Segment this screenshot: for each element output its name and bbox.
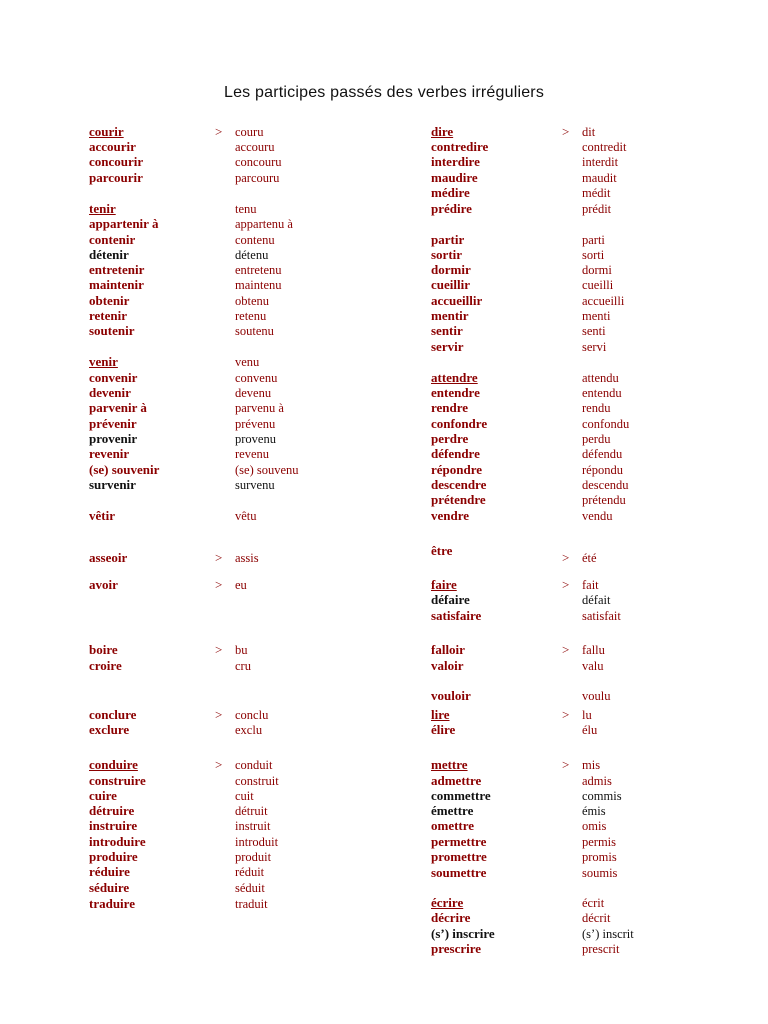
past-participle: accouru [235,140,275,154]
past-participle: rendu [582,401,611,415]
past-participle: prévenu [235,417,276,431]
infinitive: boire [89,642,118,657]
past-participle: maintenu [235,278,282,292]
infinitive: prescrire [431,941,482,956]
infinitive: convenir [89,370,138,385]
infinitive: croire [89,658,122,673]
infinitive: omettre [431,818,475,833]
past-participle: produit [235,850,272,864]
infinitive: admettre [431,773,482,788]
infinitive: contenir [89,232,136,247]
arrow-symbol: > [215,642,223,657]
past-participle: sorti [582,248,605,262]
infinitive: parcourir [89,170,143,185]
infinitive: promettre [431,849,487,864]
infinitive: lire [431,707,450,722]
past-participle: satisfait [582,609,621,623]
past-participle: défendu [582,447,623,461]
arrow-symbol: > [215,550,223,565]
infinitive: satisfaire [431,608,482,623]
infinitive: introduire [89,834,146,849]
past-participle: dit [582,125,596,139]
infinitive: devenir [89,385,131,400]
infinitive: traduire [89,896,135,911]
past-participle: écrit [582,896,605,910]
arrow-symbol: > [562,707,570,722]
infinitive: dire [431,124,454,139]
past-participle: attendu [582,371,619,385]
infinitive: répondre [431,462,483,477]
past-participle: cueilli [582,278,614,292]
past-participle: lu [582,708,592,722]
infinitive: prétendre [431,492,486,507]
arrow-symbol: > [215,124,223,139]
infinitive: appartenir à [89,216,159,231]
infinitive: soumettre [431,865,487,880]
past-participle: servi [582,340,607,354]
past-participle: contredit [582,140,627,154]
past-participle: cru [235,659,251,673]
infinitive: concourir [89,154,144,169]
infinitive: sentir [431,323,463,338]
infinitive: cueillir [431,277,470,292]
infinitive: entendre [431,385,480,400]
past-participle: parvenu à [235,401,284,415]
past-participle: traduit [235,897,268,911]
past-participle: détenu [235,248,269,262]
infinitive: prédire [431,201,472,216]
past-participle: élu [582,723,598,737]
past-participle: réduit [235,865,265,879]
past-participle: parcouru [235,171,280,185]
past-participle: dormi [582,263,612,277]
infinitive: (se) souvenir [89,462,160,477]
past-participle: instruit [235,819,271,833]
infinitive: commettre [431,788,491,803]
infinitive: revenir [89,446,130,461]
past-participle: voulu [582,689,611,703]
infinitive: vêtir [89,508,115,523]
past-participle: séduit [235,881,265,895]
page-title: Les participes passés des verbes irréguliers [223,84,545,101]
arrow-symbol: > [215,577,223,592]
infinitive: perdre [431,431,469,446]
past-participle: décrit [582,911,611,925]
infinitive: accueillir [431,293,483,308]
past-participle: cuit [235,789,254,803]
past-participle: maudit [582,171,617,185]
infinitive: élire [431,722,456,737]
past-participle: promis [582,850,617,864]
infinitive: défendre [431,446,480,461]
past-participle: prédit [582,202,612,216]
infinitive: permettre [431,834,487,849]
infinitive: avoir [89,577,118,592]
infinitive: valoir [431,658,464,673]
past-participle: appartenu à [235,217,293,231]
past-participle: retenu [235,309,267,323]
past-participle: survenu [235,478,275,492]
past-participle: été [582,551,597,565]
infinitive: survenir [89,477,136,492]
infinitive: exclure [89,722,130,737]
infinitive: maintenir [89,277,144,292]
past-participle: confondu [582,417,630,431]
infinitive: parvenir à [89,400,147,415]
past-participle: tenu [235,202,257,216]
past-participle: construit [235,774,279,788]
infinitive: soutenir [89,323,135,338]
past-participle: descendu [582,478,629,492]
infinitive: construire [89,773,146,788]
arrow-symbol: > [215,707,223,722]
past-participle: revenu [235,447,270,461]
infinitive: (s’) inscrire [431,926,495,941]
infinitive: émettre [431,803,474,818]
infinitive: écrire [431,895,464,910]
past-participle: senti [582,324,606,338]
past-participle: prétendu [582,493,626,507]
infinitive: détruire [89,803,135,818]
past-participle: émis [582,804,606,818]
past-participle: prescrit [582,942,620,956]
past-participle: omis [582,819,607,833]
past-participle: obtenu [235,294,270,308]
arrow-symbol: > [215,757,223,772]
past-participle: vendu [582,509,613,523]
infinitive: servir [431,339,464,354]
infinitive: confondre [431,416,488,431]
past-participle: perdu [582,432,611,446]
infinitive: provenir [89,431,138,446]
infinitive: venir [89,354,118,369]
past-participle: contenu [235,233,275,247]
infinitive: interdire [431,154,480,169]
infinitive: conclure [89,707,137,722]
past-participle: interdit [582,155,619,169]
infinitive: entretenir [89,262,145,277]
infinitive: vendre [431,508,470,523]
past-participle: devenu [235,386,272,400]
past-participle: entendu [582,386,622,400]
past-participle: menti [582,309,611,323]
infinitive: réduire [89,864,130,879]
infinitive: décrire [431,910,471,925]
infinitive: falloir [431,642,465,657]
past-participle: commis [582,789,622,803]
infinitive: instruire [89,818,138,833]
past-participle: admis [582,774,612,788]
past-participle: conduit [235,758,273,772]
past-participle: venu [235,355,260,369]
past-participle: provenu [235,432,276,446]
infinitive: obtenir [89,293,130,308]
arrow-symbol: > [562,577,570,592]
past-participle: permis [582,835,617,849]
past-participle: (se) souvenu [235,463,299,477]
past-participle: défait [582,593,611,607]
past-participle: fait [582,578,599,592]
past-participle: entretenu [235,263,282,277]
arrow-symbol: > [562,124,570,139]
past-participle: fallu [582,643,605,657]
infinitive: sortir [431,247,463,262]
past-participle: eu [235,578,247,592]
infinitive: défaire [431,592,470,607]
past-participle: détruit [235,804,268,818]
infinitive: produire [89,849,138,864]
infinitive: conduire [89,757,138,772]
infinitive: être [431,543,453,558]
infinitive: vouloir [431,688,471,703]
infinitive: mettre [431,757,468,772]
past-participle: exclu [235,723,263,737]
past-participle: introduit [235,835,279,849]
infinitive: dormir [431,262,471,277]
past-participle: répondu [582,463,623,477]
past-participle: accueilli [582,294,625,308]
arrow-symbol: > [562,550,570,565]
infinitive: prévenir [89,416,137,431]
infinitive: médire [431,185,470,200]
arrow-symbol: > [562,642,570,657]
past-participle: soumis [582,866,618,880]
infinitive: faire [431,577,457,592]
past-participle: couru [235,125,264,139]
past-participle: bu [235,643,248,657]
infinitive: attendre [431,370,478,385]
infinitive: asseoir [89,550,128,565]
past-participle: valu [582,659,604,673]
infinitive: mentir [431,308,469,323]
past-participle: médit [582,186,611,200]
infinitive: descendre [431,477,487,492]
past-participle: convenu [235,371,278,385]
past-participle: soutenu [235,324,274,338]
infinitive: retenir [89,308,128,323]
infinitive: partir [431,232,465,247]
infinitive: contredire [431,139,489,154]
infinitive: détenir [89,247,129,262]
infinitive: accourir [89,139,136,154]
past-participle: conclu [235,708,269,722]
infinitive: tenir [89,201,116,216]
infinitive: maudire [431,170,478,185]
infinitive: séduire [89,880,130,895]
infinitive: courir [89,124,124,139]
arrow-symbol: > [562,757,570,772]
past-participle: (s’) inscrit [582,927,634,941]
past-participle: concouru [235,155,282,169]
past-participle: parti [582,233,605,247]
past-participle: mis [582,758,601,772]
infinitive: cuire [89,788,117,803]
past-participle: vêtu [235,509,257,523]
past-participle: assis [235,551,259,565]
infinitive: rendre [431,400,469,415]
